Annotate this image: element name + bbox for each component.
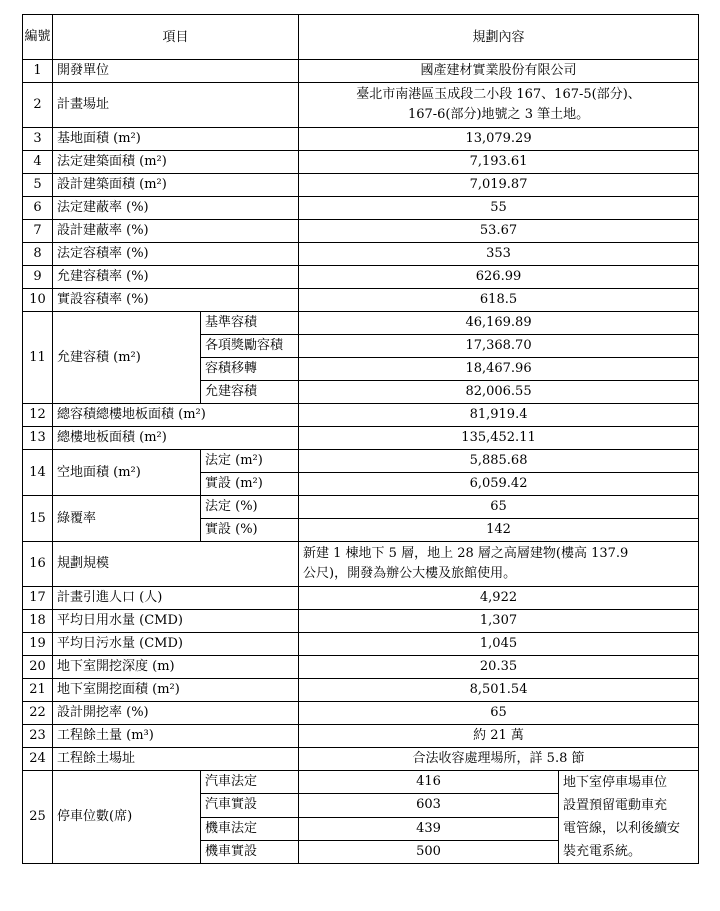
table-row: 17 計畫引進人口 (人) 4,922 — [23, 587, 699, 610]
sub-value: 17,368.70 — [299, 335, 699, 358]
row-value: 新建 1 棟地下 5 層，地上 28 層之高層建物(樓高 137.9 公尺)，開發為辦公大樓及旅館使用。 — [299, 542, 699, 587]
table-row: 7 設計建蔽率 (%) 53.67 — [23, 220, 699, 243]
table-header-row — [23, 15, 699, 60]
row-value: 合法收容處理場所，詳 5.8 節 — [299, 748, 699, 771]
row-value: 臺北市南港區玉成段二小段 167、167-5(部分)、 167-6(部分)地號之 3 筆土地。 — [299, 83, 699, 128]
table-row: 15 綠覆率 法定 (%) 65 — [23, 496, 699, 519]
sub-label: 允建容積 — [201, 381, 299, 404]
row-value: 國產建材實業股份有限公司 — [299, 60, 699, 83]
table-row: 23 工程餘土量 (m³) 約 21 萬 — [23, 725, 699, 748]
row-item: 空地面積 (m²) — [53, 450, 201, 496]
row-item: 地下室開挖深度 (m) — [53, 656, 299, 679]
row-item: 計畫引進人口 (人) — [53, 587, 299, 610]
sub-value: 82,006.55 — [299, 381, 699, 404]
sub-label: 汽車法定 — [201, 771, 299, 794]
row-value: 4,922 — [299, 587, 699, 610]
row-item: 允建容積 (m²) — [53, 312, 201, 404]
row-item: 實設容積率 (%) — [53, 289, 299, 312]
table-row: 19 平均日污水量 (CMD) 1,045 — [23, 633, 699, 656]
row-value: 353 — [299, 243, 699, 266]
sub-label: 容積移轉 — [201, 358, 299, 381]
row-item: 設計建蔽率 (%) — [53, 220, 299, 243]
sub-label: 汽車實設 — [201, 794, 299, 817]
sub-value: 46,169.89 — [299, 312, 699, 335]
row-item: 停車位數(席) — [53, 771, 201, 864]
row-item: 規劃規模 — [53, 542, 299, 587]
row-item: 設計開挖率 (%) — [53, 702, 299, 725]
document-page — [22, 14, 698, 864]
sub-label: 法定 (%) — [201, 496, 299, 519]
row-value: 53.67 — [299, 220, 699, 243]
table-row: 9 允建容積率 (%) 626.99 — [23, 266, 699, 289]
sub-label: 實設 (%) — [201, 519, 299, 542]
table-row: 25 停車位數(席) 汽車法定 416 地下室停車場車位 設置預留電動車充 電管線，以利後續安 裝充電系統。 — [23, 771, 699, 794]
row-value: 55 — [299, 197, 699, 220]
row-item: 法定容積率 (%) — [53, 243, 299, 266]
sub-value: 439 — [299, 817, 559, 840]
row-value: 約 21 萬 — [299, 725, 699, 748]
row-item: 平均日用水量 (CMD) — [53, 610, 299, 633]
sub-value: 18,467.96 — [299, 358, 699, 381]
table-row: 2 計畫場址 臺北市南港區玉成段二小段 167、167-5(部分)、 167-6(部分)地號之 3 筆土地。 — [23, 83, 699, 128]
table-row: 12 總容積總樓地板面積 (m²) 81,919.4 — [23, 404, 699, 427]
row-item: 平均日污水量 (CMD) — [53, 633, 299, 656]
table-row: 1 開發單位 國產建材實業股份有限公司 — [23, 60, 699, 83]
sub-value: 5,885.68 — [299, 450, 699, 473]
row-value: 626.99 — [299, 266, 699, 289]
row-item: 設計建築面積 (m²) — [53, 174, 299, 197]
row-item: 允建容積率 (%) — [53, 266, 299, 289]
row-item: 地下室開挖面積 (m²) — [53, 679, 299, 702]
parking-note: 地下室停車場車位 設置預留電動車充 電管線，以利後續安 裝充電系統。 — [559, 771, 699, 864]
header-item: 項目 — [53, 15, 299, 60]
planning-table — [22, 14, 699, 864]
row-item: 總容積總樓地板面積 (m²) — [53, 404, 299, 427]
row-item: 法定建築面積 (m²) — [53, 151, 299, 174]
table-row: 16 規劃規模 新建 1 棟地下 5 層，地上 28 層之高層建物(樓高 137.9 公尺)，開發為辦公大樓及旅館使用。 — [23, 542, 699, 587]
row-value: 81,919.4 — [299, 404, 699, 427]
table-row: 10 實設容積率 (%) 618.5 — [23, 289, 699, 312]
row-value: 20.35 — [299, 656, 699, 679]
table-row: 5 設計建築面積 (m²) 7,019.87 — [23, 174, 699, 197]
row-item: 工程餘土量 (m³) — [53, 725, 299, 748]
row-value: 135,452.11 — [299, 427, 699, 450]
row-value: 1,307 — [299, 610, 699, 633]
table-row: 13 總樓地板面積 (m²) 135,452.11 — [23, 427, 699, 450]
table-row: 14 空地面積 (m²) 法定 (m²) 5,885.68 — [23, 450, 699, 473]
table-row: 22 設計開挖率 (%) 65 — [23, 702, 699, 725]
sub-value: 142 — [299, 519, 699, 542]
sub-value: 416 — [299, 771, 559, 794]
table-row: 11 允建容積 (m²) 基準容積 46,169.89 — [23, 312, 699, 335]
row-item: 綠覆率 — [53, 496, 201, 542]
sub-value: 6,059.42 — [299, 473, 699, 496]
row-value: 7,019.87 — [299, 174, 699, 197]
row-item: 開發單位 — [53, 60, 299, 83]
row-item: 計畫場址 — [53, 83, 299, 128]
table-row: 8 法定容積率 (%) 353 — [23, 243, 699, 266]
sub-value: 65 — [299, 496, 699, 519]
table-row: 18 平均日用水量 (CMD) 1,307 — [23, 610, 699, 633]
row-item: 基地面積 (m²) — [53, 128, 299, 151]
table-row: 24 工程餘土場址 合法收容處理場所，詳 5.8 節 — [23, 748, 699, 771]
sub-label: 機車法定 — [201, 817, 299, 840]
row-item: 法定建蔽率 (%) — [53, 197, 299, 220]
row-item: 工程餘土場址 — [53, 748, 299, 771]
sub-label: 機車實設 — [201, 840, 299, 863]
table-row: 21 地下室開挖面積 (m²) 8,501.54 — [23, 679, 699, 702]
row-value: 1,045 — [299, 633, 699, 656]
table-row: 6 法定建蔽率 (%) 55 — [23, 197, 699, 220]
row-value: 7,193.61 — [299, 151, 699, 174]
table-row: 4 法定建築面積 (m²) 7,193.61 — [23, 151, 699, 174]
row-value: 13,079.29 — [299, 128, 699, 151]
row-value: 65 — [299, 702, 699, 725]
table-row: 3 基地面積 (m²) 13,079.29 — [23, 128, 699, 151]
header-content: 規劃內容 — [299, 15, 699, 60]
row-value: 618.5 — [299, 289, 699, 312]
sub-value: 500 — [299, 840, 559, 863]
sub-label: 各項獎勵容積 — [201, 335, 299, 358]
table-row: 20 地下室開挖深度 (m) 20.35 — [23, 656, 699, 679]
sub-label: 實設 (m²) — [201, 473, 299, 496]
header-num: 編號 — [23, 15, 53, 60]
row-value: 8,501.54 — [299, 679, 699, 702]
row-item: 總樓地板面積 (m²) — [53, 427, 299, 450]
sub-value: 603 — [299, 794, 559, 817]
sub-label: 法定 (m²) — [201, 450, 299, 473]
sub-label: 基準容積 — [201, 312, 299, 335]
